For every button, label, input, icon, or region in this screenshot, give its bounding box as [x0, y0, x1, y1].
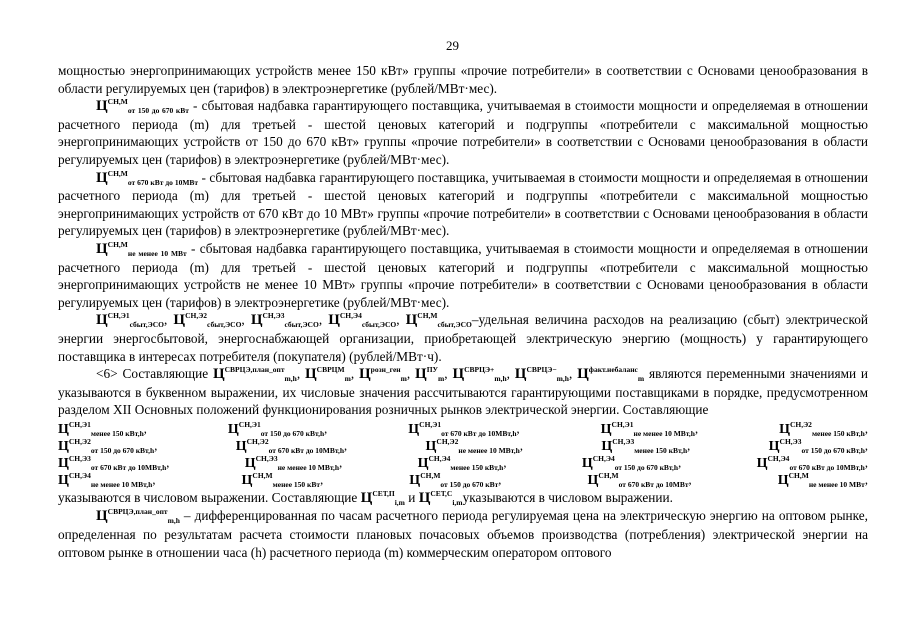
paragraph-6 [58, 507, 868, 561]
document-body [58, 62, 868, 561]
formula-separator: , [568, 366, 578, 382]
formula-term-row [58, 455, 868, 472]
formula-term: $Ц^{СН,Э2}_{от 150 до 670 кВт,h}$, [58, 436, 158, 455]
formula-symbol: $Ц^{СН,М}_{не менее 10 МВт}$ [777, 470, 865, 489]
formula-symbol-group [212, 365, 649, 384]
formula-symbol: $Ц^{СН,М}_{от 150 до 670 кВт}$ [409, 470, 499, 489]
formula-term: $Ц^{СН,Э4}_{от 150 до 670 кВт,h}$, [581, 453, 682, 472]
paragraph-2 [58, 169, 868, 240]
formula-symbol: $Ц^{ПУ}_m$ [415, 365, 445, 384]
formula-term: $Ц^{СН,М}_{от 670 кВт до 10МВт}$, [587, 470, 692, 489]
formula-symbol: $Ц^{СН,Э2}_{сбыт,ЭСО}$ [173, 311, 242, 330]
formula-term: $Ц^{СН,Э4}_{от 670 кВт до 10МВт,h}$, [756, 453, 868, 472]
formula-symbol: $Ц^{СН,Э2}_{не менее 10 МВт,h}$ [425, 436, 520, 455]
formula-symbol: $Ц^{СН,М}_{не менее 10 МВт}$ [96, 239, 187, 258]
formula-symbol: $Ц^{СН,М}_{от 670 кВт до 10МВт}$ [96, 168, 199, 187]
paragraph-2-text: - сбытовая надбавка гарантирующего поставщика, учитываемая в стоимости мощности и определяемая в отношении расчетного периода (m) для третьей - шестой ценовых категорий и подгруппы «потребители с максимальной мощностью энергопринимающих устройств от 670 кВт до 10 МВт» группы «прочие потребители» в соответствии с Основами ценообразования в области регулируемых цен (тарифов) в электроэнергетике (рублей/МВт·мес). [58, 169, 868, 239]
paragraph-5-lead: <6> Составляющие [96, 366, 213, 382]
formula-symbol: $Ц^{СН,Э3}_{не менее 10 МВт,h}$ [244, 453, 340, 472]
formula-term: $Ц^{СН,Э4}_{менее 150 кВт,h}$, [417, 453, 507, 472]
formula-symbol: $Ц^{СН,Э3}_{от 150 до 670 кВт,h}$ [768, 436, 865, 455]
formula-term-row [58, 472, 868, 489]
formula-term: $Ц^{СН,Э2}_{от 670 кВт до 10МВт,h}$, [235, 436, 348, 455]
paragraph-6-text: – дифференцированная по часам расчетного периода регулируемая цена на электрическую энергию на оптовом рынке, определенная по результатам расчета стоимости плановых почасовых объемов производства (потребления) электрической энергии на оптовом рынке в отношении часа (h) расчетного периода (m) коммерческим оператором оптового [58, 508, 868, 560]
formula-term: $Ц^{СН,Э1}_{от 670 кВт до 10МВт,h}$, [408, 419, 520, 438]
formula-separator: , [296, 366, 305, 382]
paragraph-5-tail [58, 489, 868, 508]
formula-separator: , [396, 312, 406, 328]
formula-term: $Ц^{СН,Э1}_{не менее 10 МВт,h}$, [600, 419, 699, 438]
formula-symbol: $Ц^{СН,Э3}_{менее 150 кВт,h}$ [601, 436, 688, 455]
formula-symbol: $Ц^{СН,Э4}_{сбыт,ЭСО}$ [328, 311, 397, 330]
paragraph-5-tail2: указываются в числовом выражении. [462, 489, 673, 505]
formula-symbol: $Ц^{СН,М}_{сбыт,ЭСО}$ [405, 311, 472, 330]
formula-symbol: $Ц^{СН,Э1}_{менее 150 кВт,h}$ [58, 419, 144, 438]
formula-symbol: $Ц^{СН,Э2}_{от 670 кВт до 10МВт,h}$ [235, 436, 344, 455]
paragraph-3-text: - сбытовая надбавка гарантирующего поставщика, учитываемая в стоимости мощности и определяемая в отношении расчетного периода (m) для третьей - шестой ценовых категорий и подгруппы «потребители с максимальной мощностью энергопринимающих устройств не менее 10 МВт» группы «прочие потребители» в соответствии с Основами ценообразования в области регулируемых цен (тарифов) в электроэнергетике (рублей/МВт·мес). [58, 240, 868, 310]
formula-symbol: $Ц^{СН,Э1}_{сбыт,ЭСО}$ [96, 311, 164, 330]
formula-separator: , [506, 366, 515, 382]
formula-term: $Ц^{СН,Э2}_{менее 150 кВт,h}$, [779, 419, 868, 438]
paragraph-3 [58, 240, 868, 311]
formula-symbol: $Ц^{СВРЦЭ-}_{m,h}$ [514, 365, 569, 384]
page-number: 29 [446, 38, 459, 53]
formula-symbol: $Ц^{СН,Э4}_{от 150 до 670 кВт,h}$ [581, 453, 679, 472]
formula-term: $Ц^{СН,Э3}_{не менее 10 МВт,h}$, [244, 453, 343, 472]
paragraph-5 [58, 365, 868, 419]
formula-term: $Ц^{СН,Э3}_{от 150 до 670 кВт,h}$, [768, 436, 868, 455]
formula-separator: , [444, 366, 453, 382]
formula-term: $Ц^{СН,М}_{менее 150 кВт}$, [241, 470, 324, 489]
paragraph-1 [58, 97, 868, 168]
formula-term-row [58, 421, 868, 438]
formula-symbol: $Ц^{СВРЦЭ+}_{m,h}$ [452, 365, 507, 384]
formula-symbol: $Ц^{СН,М}_{менее 150 кВт}$ [241, 470, 321, 489]
formula-term: $Ц^{СН,М}_{от 150 до 670 кВт}$, [409, 470, 502, 489]
formula-symbol: $Ц^{СВРЦЭ,план\_опт}_{m,h}$ [96, 507, 180, 526]
formula-term: $Ц^{СН,М}_{не менее 10 МВт}$, [777, 470, 868, 489]
formula-term: $Ц^{СН,Э1}_{менее 150 кВт,h}$, [58, 419, 147, 438]
formula-term: $Ц^{СН,Э4}_{не менее 10 МВт,h}$, [58, 470, 156, 489]
formula-term: $Ц^{СН,Э1}_{от 150 до 670 кВт,h}$, [227, 419, 328, 438]
formula-symbol: $Ц^{СВРЦМ}_m$ [304, 365, 351, 384]
formula-symbol: $Ц^{СН,Э2}_{менее 150 кВт,h}$ [779, 419, 865, 438]
formula-symbol: $Ц^{СН,Э4}_{менее 150 кВт,h}$ [417, 453, 504, 472]
formula-separator: , [406, 366, 416, 382]
formula-separator: , [164, 312, 174, 328]
paragraph-1-text: - сбытовая надбавка гарантирующего поставщика, учитываемая в стоимости мощности и определяемая в отношении расчетного периода (m) для третьей - шестой ценовых категорий и подгруппы «потребители с максимальной мощностью энергопринимающих устройств от 150 до 670 кВт» группы «прочие потребители» в соответствии с Основами ценообразования в области регулируемых цен (тарифов) в электроэнергетике (рублей/МВт·мес). [58, 98, 869, 167]
formula-separator: , [241, 312, 251, 328]
formula-symbol: $Ц^{СН,Э1}_{от 150 до 670 кВт,h}$ [227, 419, 325, 438]
formula-symbol: $Ц^{СН,Э4}_{от 670 кВт до 10МВт,h}$ [756, 453, 865, 472]
formula-symbol: $Ц^{СН,Э3}_{от 670 кВт до 10МВт,h}$ [58, 453, 167, 472]
formula-symbol: $Ц^{СН,М}_{от 670 кВт до 10МВт}$ [587, 470, 689, 489]
formula-symbol: $Ц^{СН,М}_{от 150 до 670 кВт}$ [96, 97, 189, 116]
paragraph-4 [58, 311, 868, 365]
formula-symbol: $Ц^{СЕТ,С}_{i,m}$ [418, 488, 463, 507]
formula-symbol: $Ц^{СН,Э1}_{не менее 10 МВт,h}$ [600, 419, 695, 438]
formula-separator: , [318, 312, 329, 328]
formula-term-list [58, 421, 868, 489]
formula-symbol: $Ц^{СН,Э1}_{от 670 кВт до 10МВт,h}$ [408, 419, 517, 438]
paragraph-5-text: являются переменными значениями и указываются в буквенном выражении, их числовые значения рассчитываются гарантирующими поставщиками в порядке, предусмотренном разделом XII Основных положений функционирования розничных рынков электрической энергии. Составляющие [58, 366, 869, 418]
formula-symbol: $Ц^{факт.небаланс}_m$ [577, 365, 645, 384]
formula-symbol: $Ц^{СВРЦЭ,план\_опт}_{m,h}$ [212, 365, 297, 384]
formula-symbol: $Ц^{СЕТ,П}_{i,m}$ [360, 488, 405, 507]
paragraph-5-and: и [404, 489, 419, 505]
formula-term: $Ц^{СН,Э2}_{не менее 10 МВт,h}$, [425, 436, 523, 455]
formula-symbol: $Ц^{СН,Э3}_{сбыт,ЭСО}$ [250, 311, 319, 330]
formula-symbol: $Ц^{СН,Э4}_{не менее 10 МВт,h}$ [58, 470, 153, 489]
formula-symbol: $Ц^{СН,Э2}_{от 150 до 670 кВт,h}$ [58, 436, 155, 455]
paragraph-4-text: –удельная величина расходов на реализацию (сбыт) электрической энергии энергосбытовой, энергоснабжающей организации, приобретающей электрическую энергию (мощность) у гарантирующего поставщика в интересах потребителя (покупателя) (рублей/МВт·ч). [58, 312, 868, 364]
formula-term-row [58, 438, 868, 455]
formula-separator: , [350, 366, 359, 382]
formula-symbol-group [96, 311, 472, 330]
paragraph-0: мощностью энергопринимающих устройств менее 150 кВт» группы «прочие потребители» в соответствии с Основами ценообразования в области регулируемых цен (тарифов) в электроэнергетике (рублей/МВт·мес). [58, 63, 868, 96]
formula-term: $Ц^{СН,Э3}_{менее 150 кВт,h}$, [601, 436, 691, 455]
formula-term: $Ц^{СН,Э3}_{от 670 кВт до 10МВт,h}$, [58, 453, 170, 472]
paragraph-5-tail1: указываются в числовом выражении. Составляющие [58, 489, 361, 505]
formula-symbol: $Ц^{розн\_ген}_m$ [358, 365, 407, 384]
